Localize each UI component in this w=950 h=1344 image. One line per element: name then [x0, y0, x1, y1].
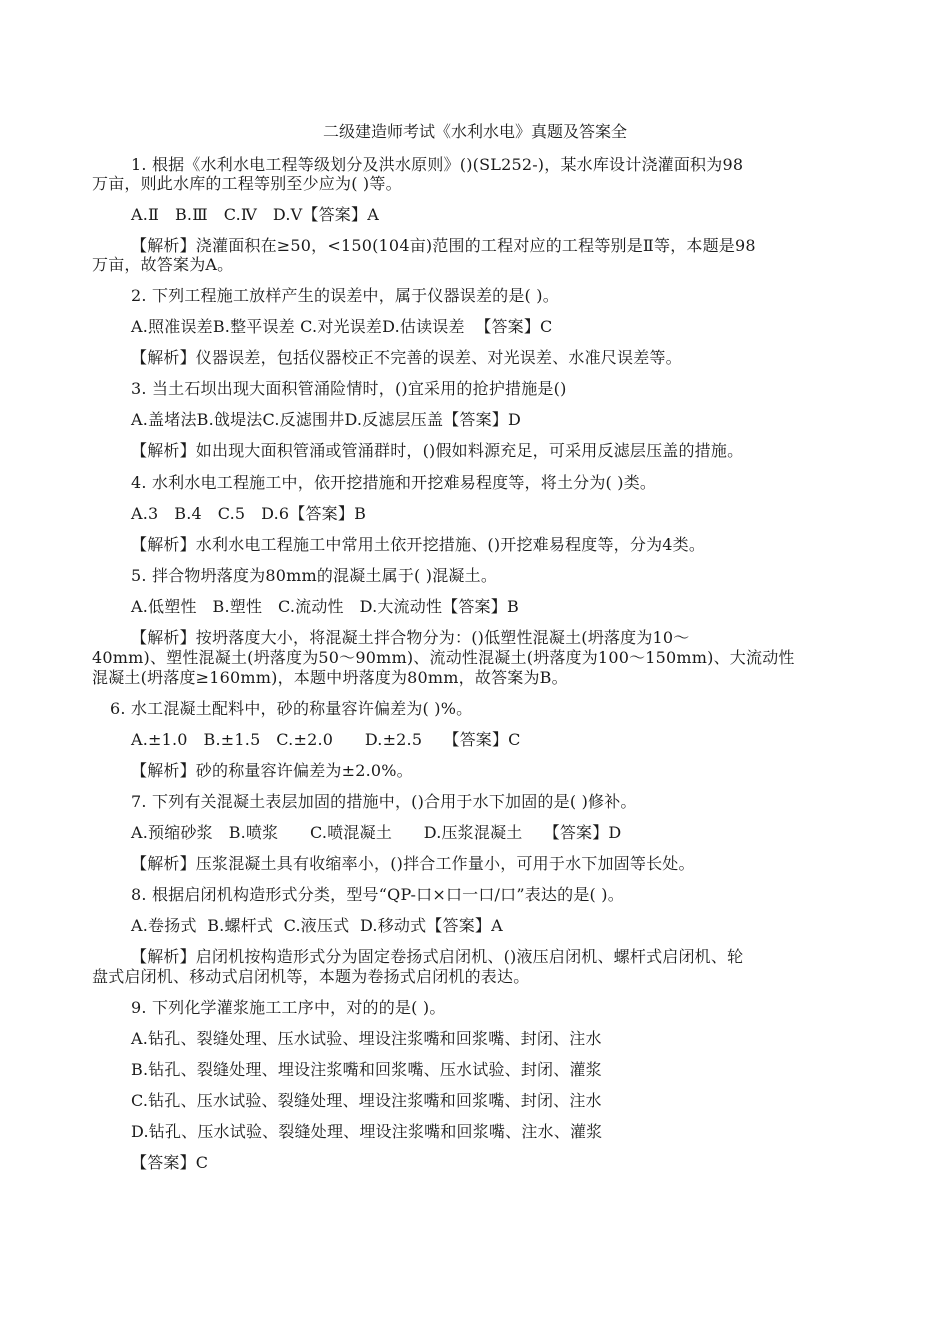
q2-analysis: 【解析】仪器误差，包括仪器校正不完善的误差、对光误差、水准尺误差等。 [131, 348, 682, 367]
q8-options: A.卷扬式 B.螺杆式 C.液压式 D.移动式【答案】A [131, 916, 503, 935]
q8-analysis-line2: 盘式启闭机、移动式启闭机等，本题为卷扬式启闭机的表达。 [92, 967, 530, 986]
q9-option-d: D.钻孔、压水试验、裂缝处理、埋设注浆嘴和回浆嘴、注水、灌浆 [131, 1122, 603, 1141]
q5-analysis-line1: 【解析】按坍落度大小，将混凝土拌合物分为：()低塑性混凝土(坍落度为10～ [131, 628, 690, 647]
q5-analysis-line3: 混凝土(坍落度≥160mm)，本题中坍落度为80mm，故答案为B。 [92, 668, 568, 687]
q1-stem-line1: 1. 根据《水利水电工程等级划分及洪水原则》()(SL252-)，某水库设计浇灌面积为98 [131, 155, 744, 174]
q9-option-c: C.钻孔、压水试验、裂缝处理、埋设注浆嘴和回浆嘴、封闭、注水 [131, 1091, 602, 1110]
q9-option-a: A.钻孔、裂缝处理、压水试验、埋设注浆嘴和回浆嘴、封闭、注水 [131, 1029, 602, 1048]
document-title: 二级建造师考试《水利水电》真题及答案全 [322, 122, 627, 141]
q4-analysis: 【解析】水利水电工程施工中常用土依开挖措施、()开挖难易程度等，分为4类。 [131, 535, 706, 554]
q6-analysis: 【解析】砂的称量容许偏差为±2.0%。 [131, 761, 413, 780]
q6-options: A.±1.0 B.±1.5 C.±2.0 D.±2.5 【答案】C [131, 730, 521, 749]
q8-analysis-line1: 【解析】启闭机按构造形式分为固定卷扬式启闭机、()液压启闭机、螺杆式启闭机、轮 [131, 947, 744, 966]
q6-stem: 6. 水工混凝土配料中，砂的称量容许偏差为( )%。 [110, 699, 473, 718]
q5-options: A.低塑性 B.塑性 C.流动性 D.大流动性【答案】B [131, 597, 519, 616]
q4-stem: 4. 水利水电工程施工中，依开挖措施和开挖难易程度等，将土分为( )类。 [131, 473, 657, 492]
q8-stem: 8. 根据启闭机构造形式分类，型号“QP-口×口一口/口”表达的是( )。 [131, 885, 624, 904]
q3-options: A.盖堵法B.戗堤法C.反滤围井D.反滤层压盖【答案】D [131, 410, 522, 429]
q3-stem: 3. 当土石坝出现大面积管涌险情时，()宜采用的抢护措施是() [131, 379, 567, 398]
q5-analysis-line2: 40mm)、塑性混凝土(坍落度为50～90mm)、流动性混凝土(坍落度为100～150mm)、大流动性 [92, 648, 795, 667]
q4-options: A.3 B.4 C.5 D.6【答案】B [131, 504, 367, 523]
q1-analysis-line2: 万亩，故答案为A。 [92, 255, 234, 274]
q7-options: A.预缩砂浆 B.喷浆 C.喷混凝土 D.压浆混凝土 【答案】D [131, 823, 622, 842]
q7-analysis: 【解析】压浆混凝土具有收缩率小，()拌合工作量小，可用于水下加固等长处。 [131, 854, 695, 873]
q5-stem: 5. 拌合物坍落度为80mm的混凝土属于( )混凝土。 [131, 566, 498, 585]
q9-option-b: B.钻孔、裂缝处理、埋设注浆嘴和回浆嘴、压水试验、封闭、灌浆 [131, 1060, 602, 1079]
q3-analysis: 【解析】如出现大面积管涌或管涌群时，()假如料源充足，可采用反滤层压盖的措施。 [131, 441, 744, 460]
q7-stem: 7. 下列有关混凝土表层加固的措施中，()合用于水下加固的是( )修补。 [131, 792, 637, 811]
q2-options: A.照准误差B.整平误差 C.对光误差D.估读误差 【答案】C [131, 317, 553, 336]
q9-stem: 9. 下列化学灌浆施工工序中，对的的是( )。 [131, 998, 446, 1017]
q1-analysis-line1: 【解析】浇灌面积在≥50，<150(104亩)范围的工程对应的工程等别是Ⅱ等，本题是98 [131, 236, 756, 255]
q2-stem: 2. 下列工程施工放样产生的误差中，属于仪器误差的是( )。 [131, 286, 559, 305]
q1-options: A.Ⅱ B.Ⅲ C.Ⅳ D.Ⅴ【答案】A [131, 205, 379, 224]
q9-answer: 【答案】C [131, 1153, 209, 1172]
q1-stem-line2: 万亩，则此水库的工程等别至少应为( )等。 [92, 174, 402, 193]
